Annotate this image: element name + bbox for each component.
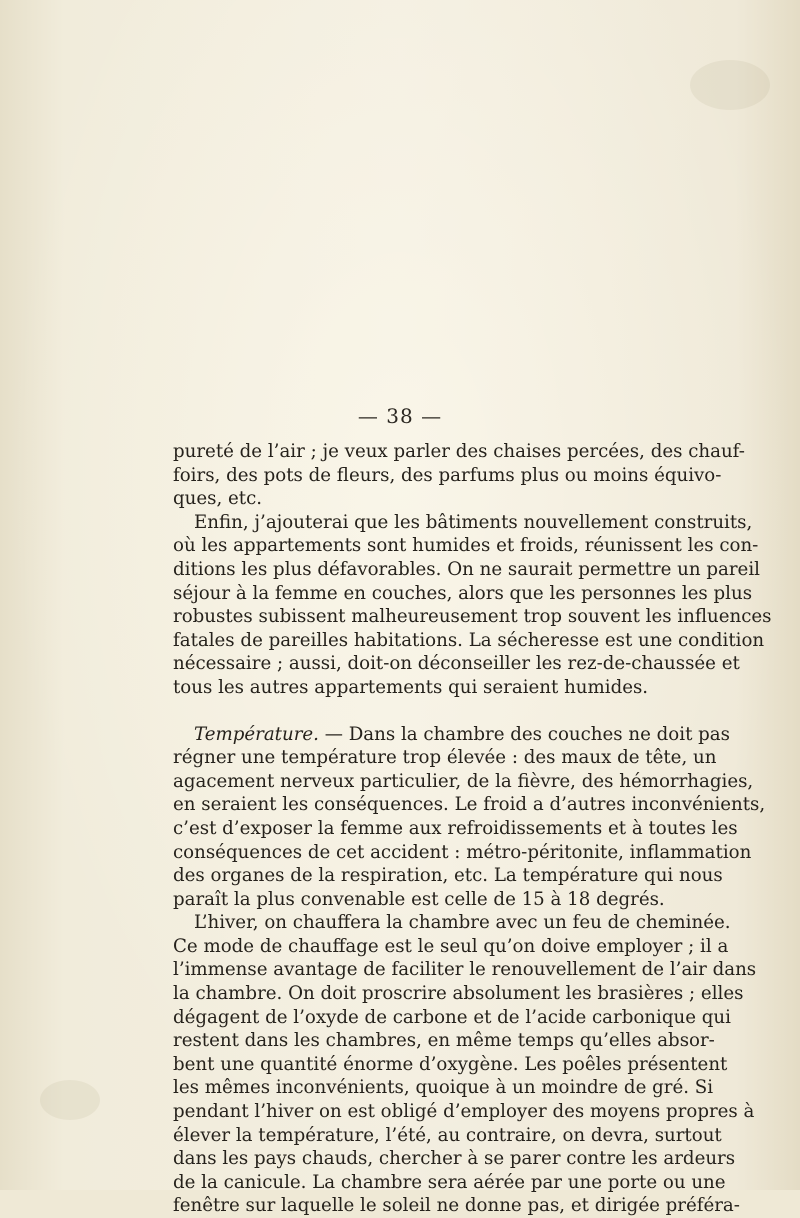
text-line: ditions les plus défavorables. On ne saurait permettre un pareil xyxy=(173,558,760,580)
text-line: L’hiver, on chauffera la chambre avec un feu de cheminée. xyxy=(194,912,731,934)
text-line: pureté de l’air ; je veux parler des chaises percées, des chauf- xyxy=(173,441,745,462)
text-line: Ce mode de chauffage est le seul qu’on doive employer ; il a xyxy=(173,935,729,957)
text-line: paraît la plus convenable est celle de 15 à 18 degrés. xyxy=(173,888,665,910)
text-line: l’immense avantage de faciliter le renouvellement de l’air dans xyxy=(173,959,757,981)
paragraph-3 xyxy=(173,723,766,912)
text-line: séjour à la femme en couches, alors que les personnes les plus xyxy=(173,582,753,604)
text-line: fenêtre sur laquelle le soleil ne donne pas, et dirigée préféra- xyxy=(173,1195,740,1217)
text-line: les mêmes inconvénients, quoique à un moindre de gré. Si xyxy=(173,1077,714,1099)
text-line: ques, etc. xyxy=(173,488,263,510)
paragraph-2 xyxy=(173,511,772,700)
text-line: conséquences de cet accident : métro-péritonite, inflammation xyxy=(173,841,752,863)
text-line: bent une quantité énorme d’oxygène. Les poêles présentent xyxy=(173,1053,728,1075)
text-line: où les appartements sont humides et froids, réunissent les con- xyxy=(173,535,759,557)
paragraph-1 xyxy=(173,440,745,511)
body-text xyxy=(173,440,772,1218)
text-line: pendant l’hiver on est obligé d’employer des moyens propres à xyxy=(173,1101,755,1123)
paragraph-4 xyxy=(173,911,757,1218)
text-line: dégagent de l’oxyde de carbone et de l’acide carbonique qui xyxy=(173,1006,731,1028)
text-line: robustes subissent malheureusement trop souvent les influences xyxy=(173,606,772,628)
text-line: élever la température, l’été, au contraire, on devra, surtout xyxy=(173,1124,722,1146)
section-heading: Température. xyxy=(194,723,319,745)
text-line: la chambre. On doit proscrire absolument les brasières ; elles xyxy=(173,983,744,1005)
heading-line-rest: — Dans la chambre des couches ne doit pas xyxy=(318,723,730,745)
text-line: des organes de la respiration, etc. La température qui nous xyxy=(173,865,723,887)
text-line xyxy=(173,723,730,747)
text-line: de la canicule. La chambre sera aérée par une porte ou une xyxy=(173,1171,726,1193)
text-line: tous les autres appartements qui seraient humides. xyxy=(173,676,649,698)
text-line: foirs, des pots de fleurs, des parfums plus ou moins équivo- xyxy=(173,464,722,486)
text-line: fatales de pareilles habitations. La sécheresse est une condition xyxy=(173,629,765,651)
text-line: régner une température trop élevée : des maux de tête, un xyxy=(173,747,717,769)
text-line: agacement nerveux particulier, de la fièvre, des hémorrhagies, xyxy=(173,770,754,792)
text-line: dans les pays chauds, chercher à se parer contre les ardeurs xyxy=(173,1148,736,1170)
page-number: — 38 — xyxy=(357,404,443,428)
paper-stain xyxy=(690,60,770,110)
text-line: Enfin, j’ajouterai que les bâtiments nouvellement construits, xyxy=(194,511,753,533)
paper-stain xyxy=(40,1080,100,1120)
text-line: en seraient les conséquences. Le froid a d’autres inconvénients, xyxy=(173,794,766,816)
text-line: c’est d’exposer la femme aux refroidissements et à toutes les xyxy=(173,817,738,839)
text-line: nécessaire ; aussi, doit-on déconseiller les rez-de-chaussée et xyxy=(173,653,740,675)
paragraph-gap xyxy=(173,700,708,723)
text-line: restent dans les chambres, en même temps qu’elles absor- xyxy=(173,1030,715,1052)
